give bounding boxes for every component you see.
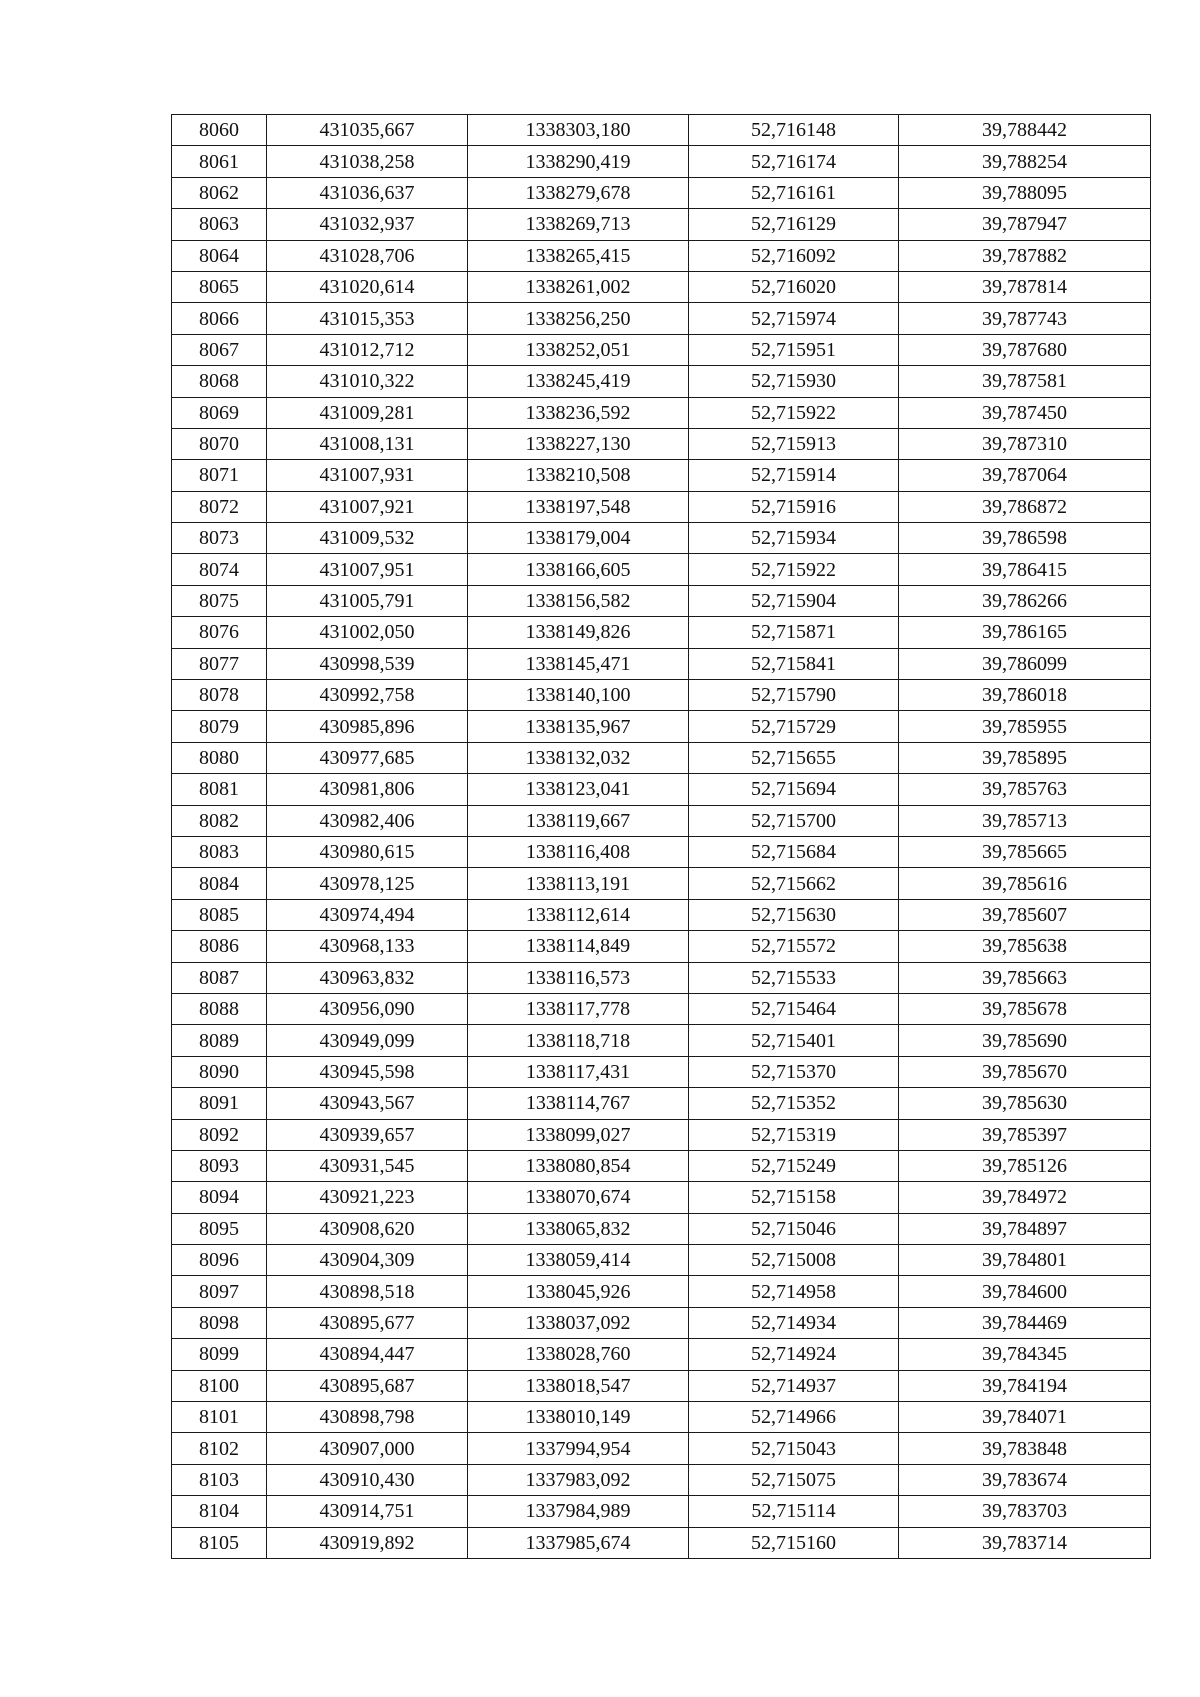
table-row	[172, 1527, 1151, 1558]
x-coordinate-cell: 430931,545	[267, 1150, 468, 1181]
point-number-cell: 8071	[172, 460, 267, 491]
y-coordinate-cell: 1338117,431	[468, 1056, 689, 1087]
y-coordinate-cell: 1338065,832	[468, 1213, 689, 1244]
y-coordinate-cell: 1338045,926	[468, 1276, 689, 1307]
point-number-cell: 8072	[172, 491, 267, 522]
latitude-cell: 52,715951	[689, 334, 899, 365]
latitude-cell: 52,715684	[689, 836, 899, 867]
longitude-cell: 39,785690	[899, 1025, 1151, 1056]
table-row	[172, 931, 1151, 962]
longitude-cell: 39,785638	[899, 931, 1151, 962]
y-coordinate-cell: 1338123,041	[468, 774, 689, 805]
y-coordinate-cell: 1338269,713	[468, 209, 689, 240]
x-coordinate-cell: 431007,921	[267, 491, 468, 522]
y-coordinate-cell: 1338028,760	[468, 1339, 689, 1370]
longitude-cell: 39,787310	[899, 428, 1151, 459]
point-number-cell: 8083	[172, 836, 267, 867]
longitude-cell: 39,784600	[899, 1276, 1151, 1307]
table-row	[172, 1307, 1151, 1338]
x-coordinate-cell: 430977,685	[267, 742, 468, 773]
x-coordinate-cell: 430943,567	[267, 1088, 468, 1119]
x-coordinate-cell: 431010,322	[267, 366, 468, 397]
latitude-cell: 52,715043	[689, 1433, 899, 1464]
longitude-cell: 39,785955	[899, 711, 1151, 742]
longitude-cell: 39,786415	[899, 554, 1151, 585]
y-coordinate-cell: 1337983,092	[468, 1464, 689, 1495]
point-number-cell: 8078	[172, 680, 267, 711]
table-row	[172, 836, 1151, 867]
table-row	[172, 271, 1151, 302]
longitude-cell: 39,787814	[899, 271, 1151, 302]
x-coordinate-cell: 430898,518	[267, 1276, 468, 1307]
y-coordinate-cell: 1338119,667	[468, 805, 689, 836]
x-coordinate-cell: 430894,447	[267, 1339, 468, 1370]
latitude-cell: 52,715160	[689, 1527, 899, 1558]
table-row	[172, 1276, 1151, 1307]
table-row	[172, 899, 1151, 930]
y-coordinate-cell: 1338227,130	[468, 428, 689, 459]
latitude-cell: 52,715630	[689, 899, 899, 930]
table-row	[172, 962, 1151, 993]
x-coordinate-cell: 431009,281	[267, 397, 468, 428]
table-row	[172, 1182, 1151, 1213]
table-row	[172, 1213, 1151, 1244]
point-number-cell: 8099	[172, 1339, 267, 1370]
y-coordinate-cell: 1338303,180	[468, 115, 689, 146]
x-coordinate-cell: 431002,050	[267, 617, 468, 648]
point-number-cell: 8104	[172, 1496, 267, 1527]
longitude-cell: 39,785607	[899, 899, 1151, 930]
latitude-cell: 52,715913	[689, 428, 899, 459]
latitude-cell: 52,716161	[689, 177, 899, 208]
longitude-cell: 39,785678	[899, 993, 1151, 1024]
x-coordinate-cell: 430992,758	[267, 680, 468, 711]
latitude-cell: 52,716129	[689, 209, 899, 240]
longitude-cell: 39,786018	[899, 680, 1151, 711]
y-coordinate-cell: 1338117,778	[468, 993, 689, 1024]
x-coordinate-cell: 431036,637	[267, 177, 468, 208]
longitude-cell: 39,785895	[899, 742, 1151, 773]
x-coordinate-cell: 430914,751	[267, 1496, 468, 1527]
coordinates-table	[171, 114, 1151, 1559]
point-number-cell: 8095	[172, 1213, 267, 1244]
latitude-cell: 52,715249	[689, 1150, 899, 1181]
x-coordinate-cell: 430978,125	[267, 868, 468, 899]
longitude-cell: 39,786165	[899, 617, 1151, 648]
latitude-cell: 52,716092	[689, 240, 899, 271]
latitude-cell: 52,714966	[689, 1402, 899, 1433]
point-number-cell: 8100	[172, 1370, 267, 1401]
x-coordinate-cell: 430982,406	[267, 805, 468, 836]
table-row	[172, 209, 1151, 240]
point-number-cell: 8090	[172, 1056, 267, 1087]
y-coordinate-cell: 1338210,508	[468, 460, 689, 491]
longitude-cell: 39,785713	[899, 805, 1151, 836]
y-coordinate-cell: 1338256,250	[468, 303, 689, 334]
point-number-cell: 8063	[172, 209, 267, 240]
table-row	[172, 523, 1151, 554]
y-coordinate-cell: 1338265,415	[468, 240, 689, 271]
table-row	[172, 115, 1151, 146]
point-number-cell: 8094	[172, 1182, 267, 1213]
point-number-cell: 8102	[172, 1433, 267, 1464]
point-number-cell: 8077	[172, 648, 267, 679]
x-coordinate-cell: 430956,090	[267, 993, 468, 1024]
y-coordinate-cell: 1337994,954	[468, 1433, 689, 1464]
table-row	[172, 1025, 1151, 1056]
x-coordinate-cell: 430921,223	[267, 1182, 468, 1213]
table-row	[172, 366, 1151, 397]
y-coordinate-cell: 1338114,767	[468, 1088, 689, 1119]
y-coordinate-cell: 1338156,582	[468, 585, 689, 616]
point-number-cell: 8073	[172, 523, 267, 554]
longitude-cell: 39,787450	[899, 397, 1151, 428]
point-number-cell: 8096	[172, 1245, 267, 1276]
longitude-cell: 39,786598	[899, 523, 1151, 554]
table-row	[172, 1119, 1151, 1150]
x-coordinate-cell: 430963,832	[267, 962, 468, 993]
table-row	[172, 428, 1151, 459]
x-coordinate-cell: 430910,430	[267, 1464, 468, 1495]
latitude-cell: 52,715871	[689, 617, 899, 648]
x-coordinate-cell: 431028,706	[267, 240, 468, 271]
point-number-cell: 8061	[172, 146, 267, 177]
latitude-cell: 52,715694	[689, 774, 899, 805]
longitude-cell: 39,783714	[899, 1527, 1151, 1558]
y-coordinate-cell: 1338059,414	[468, 1245, 689, 1276]
x-coordinate-cell: 431012,712	[267, 334, 468, 365]
latitude-cell: 52,715904	[689, 585, 899, 616]
y-coordinate-cell: 1338166,605	[468, 554, 689, 585]
point-number-cell: 8074	[172, 554, 267, 585]
y-coordinate-cell: 1338140,100	[468, 680, 689, 711]
longitude-cell: 39,787680	[899, 334, 1151, 365]
latitude-cell: 52,715916	[689, 491, 899, 522]
point-number-cell: 8076	[172, 617, 267, 648]
latitude-cell: 52,715464	[689, 993, 899, 1024]
point-number-cell: 8097	[172, 1276, 267, 1307]
x-coordinate-cell: 430907,000	[267, 1433, 468, 1464]
table-row	[172, 240, 1151, 271]
table-row	[172, 146, 1151, 177]
latitude-cell: 52,716020	[689, 271, 899, 302]
y-coordinate-cell: 1338279,678	[468, 177, 689, 208]
latitude-cell: 52,715934	[689, 523, 899, 554]
x-coordinate-cell: 431020,614	[267, 271, 468, 302]
table-row	[172, 1370, 1151, 1401]
latitude-cell: 52,715533	[689, 962, 899, 993]
x-coordinate-cell: 430908,620	[267, 1213, 468, 1244]
x-coordinate-cell: 430968,133	[267, 931, 468, 962]
y-coordinate-cell: 1338037,092	[468, 1307, 689, 1338]
longitude-cell: 39,784194	[899, 1370, 1151, 1401]
x-coordinate-cell: 430981,806	[267, 774, 468, 805]
y-coordinate-cell: 1338116,573	[468, 962, 689, 993]
point-number-cell: 8068	[172, 366, 267, 397]
latitude-cell: 52,715729	[689, 711, 899, 742]
longitude-cell: 39,787743	[899, 303, 1151, 334]
table-row	[172, 1339, 1151, 1370]
y-coordinate-cell: 1338113,191	[468, 868, 689, 899]
table-row	[172, 585, 1151, 616]
latitude-cell: 52,715401	[689, 1025, 899, 1056]
point-number-cell: 8081	[172, 774, 267, 805]
latitude-cell: 52,715319	[689, 1119, 899, 1150]
x-coordinate-cell: 431038,258	[267, 146, 468, 177]
point-number-cell: 8103	[172, 1464, 267, 1495]
x-coordinate-cell: 430985,896	[267, 711, 468, 742]
y-coordinate-cell: 1338252,051	[468, 334, 689, 365]
latitude-cell: 52,715790	[689, 680, 899, 711]
y-coordinate-cell: 1338197,548	[468, 491, 689, 522]
table-row	[172, 1245, 1151, 1276]
longitude-cell: 39,786872	[899, 491, 1151, 522]
longitude-cell: 39,787947	[899, 209, 1151, 240]
x-coordinate-cell: 431035,667	[267, 115, 468, 146]
x-coordinate-cell: 430895,677	[267, 1307, 468, 1338]
x-coordinate-cell: 431007,931	[267, 460, 468, 491]
x-coordinate-cell: 430980,615	[267, 836, 468, 867]
longitude-cell: 39,784972	[899, 1182, 1151, 1213]
point-number-cell: 8067	[172, 334, 267, 365]
latitude-cell: 52,716148	[689, 115, 899, 146]
table-row	[172, 1056, 1151, 1087]
point-number-cell: 8105	[172, 1527, 267, 1558]
table-row	[172, 1464, 1151, 1495]
table-row	[172, 1088, 1151, 1119]
point-number-cell: 8079	[172, 711, 267, 742]
x-coordinate-cell: 430939,657	[267, 1119, 468, 1150]
y-coordinate-cell: 1338245,419	[468, 366, 689, 397]
latitude-cell: 52,714934	[689, 1307, 899, 1338]
table-row	[172, 1150, 1151, 1181]
y-coordinate-cell: 1338116,408	[468, 836, 689, 867]
latitude-cell: 52,715572	[689, 931, 899, 962]
coordinates-table-body	[172, 115, 1151, 1559]
point-number-cell: 8084	[172, 868, 267, 899]
y-coordinate-cell: 1338135,967	[468, 711, 689, 742]
table-row	[172, 303, 1151, 334]
x-coordinate-cell: 431007,951	[267, 554, 468, 585]
longitude-cell: 39,788442	[899, 115, 1151, 146]
latitude-cell: 52,715930	[689, 366, 899, 397]
longitude-cell: 39,785397	[899, 1119, 1151, 1150]
latitude-cell: 52,715974	[689, 303, 899, 334]
longitude-cell: 39,783848	[899, 1433, 1151, 1464]
point-number-cell: 8092	[172, 1119, 267, 1150]
latitude-cell: 52,715700	[689, 805, 899, 836]
table-row	[172, 554, 1151, 585]
table-row	[172, 993, 1151, 1024]
table-row	[172, 491, 1151, 522]
latitude-cell: 52,715008	[689, 1245, 899, 1276]
table-row	[172, 648, 1151, 679]
y-coordinate-cell: 1338290,419	[468, 146, 689, 177]
y-coordinate-cell: 1338118,718	[468, 1025, 689, 1056]
point-number-cell: 8065	[172, 271, 267, 302]
longitude-cell: 39,784897	[899, 1213, 1151, 1244]
latitude-cell: 52,715662	[689, 868, 899, 899]
longitude-cell: 39,784345	[899, 1339, 1151, 1370]
x-coordinate-cell: 431008,131	[267, 428, 468, 459]
x-coordinate-cell: 431032,937	[267, 209, 468, 240]
y-coordinate-cell: 1338018,547	[468, 1370, 689, 1401]
y-coordinate-cell: 1337985,674	[468, 1527, 689, 1558]
x-coordinate-cell: 431005,791	[267, 585, 468, 616]
latitude-cell: 52,715158	[689, 1182, 899, 1213]
y-coordinate-cell: 1338099,027	[468, 1119, 689, 1150]
y-coordinate-cell: 1338080,854	[468, 1150, 689, 1181]
longitude-cell: 39,785665	[899, 836, 1151, 867]
point-number-cell: 8064	[172, 240, 267, 271]
x-coordinate-cell: 430949,099	[267, 1025, 468, 1056]
point-number-cell: 8062	[172, 177, 267, 208]
longitude-cell: 39,786266	[899, 585, 1151, 616]
longitude-cell: 39,786099	[899, 648, 1151, 679]
x-coordinate-cell: 430974,494	[267, 899, 468, 930]
longitude-cell: 39,785126	[899, 1150, 1151, 1181]
latitude-cell: 52,715114	[689, 1496, 899, 1527]
longitude-cell: 39,784071	[899, 1402, 1151, 1433]
latitude-cell: 52,715075	[689, 1464, 899, 1495]
latitude-cell: 52,715046	[689, 1213, 899, 1244]
y-coordinate-cell: 1337984,989	[468, 1496, 689, 1527]
y-coordinate-cell: 1338132,032	[468, 742, 689, 773]
longitude-cell: 39,788095	[899, 177, 1151, 208]
point-number-cell: 8070	[172, 428, 267, 459]
longitude-cell: 39,787882	[899, 240, 1151, 271]
longitude-cell: 39,785616	[899, 868, 1151, 899]
y-coordinate-cell: 1338112,614	[468, 899, 689, 930]
y-coordinate-cell: 1338070,674	[468, 1182, 689, 1213]
point-number-cell: 8082	[172, 805, 267, 836]
latitude-cell: 52,714958	[689, 1276, 899, 1307]
y-coordinate-cell: 1338179,004	[468, 523, 689, 554]
y-coordinate-cell: 1338236,592	[468, 397, 689, 428]
table-row	[172, 334, 1151, 365]
point-number-cell: 8087	[172, 962, 267, 993]
longitude-cell: 39,783703	[899, 1496, 1151, 1527]
x-coordinate-cell: 430904,309	[267, 1245, 468, 1276]
x-coordinate-cell: 430998,539	[267, 648, 468, 679]
y-coordinate-cell: 1338010,149	[468, 1402, 689, 1433]
point-number-cell: 8089	[172, 1025, 267, 1056]
point-number-cell: 8086	[172, 931, 267, 962]
point-number-cell: 8060	[172, 115, 267, 146]
x-coordinate-cell: 430898,798	[267, 1402, 468, 1433]
table-row	[172, 1496, 1151, 1527]
table-row	[172, 742, 1151, 773]
point-number-cell: 8093	[172, 1150, 267, 1181]
latitude-cell: 52,715370	[689, 1056, 899, 1087]
longitude-cell: 39,784801	[899, 1245, 1151, 1276]
point-number-cell: 8098	[172, 1307, 267, 1338]
point-number-cell: 8080	[172, 742, 267, 773]
y-coordinate-cell: 1338261,002	[468, 271, 689, 302]
point-number-cell: 8088	[172, 993, 267, 1024]
x-coordinate-cell: 430895,687	[267, 1370, 468, 1401]
x-coordinate-cell: 430945,598	[267, 1056, 468, 1087]
point-number-cell: 8085	[172, 899, 267, 930]
table-row	[172, 460, 1151, 491]
table-row	[172, 711, 1151, 742]
table-row	[172, 177, 1151, 208]
longitude-cell: 39,783674	[899, 1464, 1151, 1495]
longitude-cell: 39,785630	[899, 1088, 1151, 1119]
latitude-cell: 52,714937	[689, 1370, 899, 1401]
table-row	[172, 868, 1151, 899]
longitude-cell: 39,785663	[899, 962, 1151, 993]
latitude-cell: 52,715922	[689, 397, 899, 428]
point-number-cell: 8066	[172, 303, 267, 334]
y-coordinate-cell: 1338145,471	[468, 648, 689, 679]
latitude-cell: 52,715914	[689, 460, 899, 491]
table-row	[172, 617, 1151, 648]
longitude-cell: 39,787581	[899, 366, 1151, 397]
table-row	[172, 397, 1151, 428]
longitude-cell: 39,785670	[899, 1056, 1151, 1087]
latitude-cell: 52,714924	[689, 1339, 899, 1370]
latitude-cell: 52,716174	[689, 146, 899, 177]
point-number-cell: 8075	[172, 585, 267, 616]
latitude-cell: 52,715655	[689, 742, 899, 773]
point-number-cell: 8069	[172, 397, 267, 428]
x-coordinate-cell: 430919,892	[267, 1527, 468, 1558]
table-row	[172, 805, 1151, 836]
longitude-cell: 39,788254	[899, 146, 1151, 177]
x-coordinate-cell: 431015,353	[267, 303, 468, 334]
table-row	[172, 1402, 1151, 1433]
table-row	[172, 680, 1151, 711]
point-number-cell: 8101	[172, 1402, 267, 1433]
x-coordinate-cell: 431009,532	[267, 523, 468, 554]
y-coordinate-cell: 1338149,826	[468, 617, 689, 648]
point-number-cell: 8091	[172, 1088, 267, 1119]
longitude-cell: 39,787064	[899, 460, 1151, 491]
table-row	[172, 774, 1151, 805]
latitude-cell: 52,715352	[689, 1088, 899, 1119]
longitude-cell: 39,785763	[899, 774, 1151, 805]
latitude-cell: 52,715841	[689, 648, 899, 679]
longitude-cell: 39,784469	[899, 1307, 1151, 1338]
table-row	[172, 1433, 1151, 1464]
y-coordinate-cell: 1338114,849	[468, 931, 689, 962]
latitude-cell: 52,715922	[689, 554, 899, 585]
